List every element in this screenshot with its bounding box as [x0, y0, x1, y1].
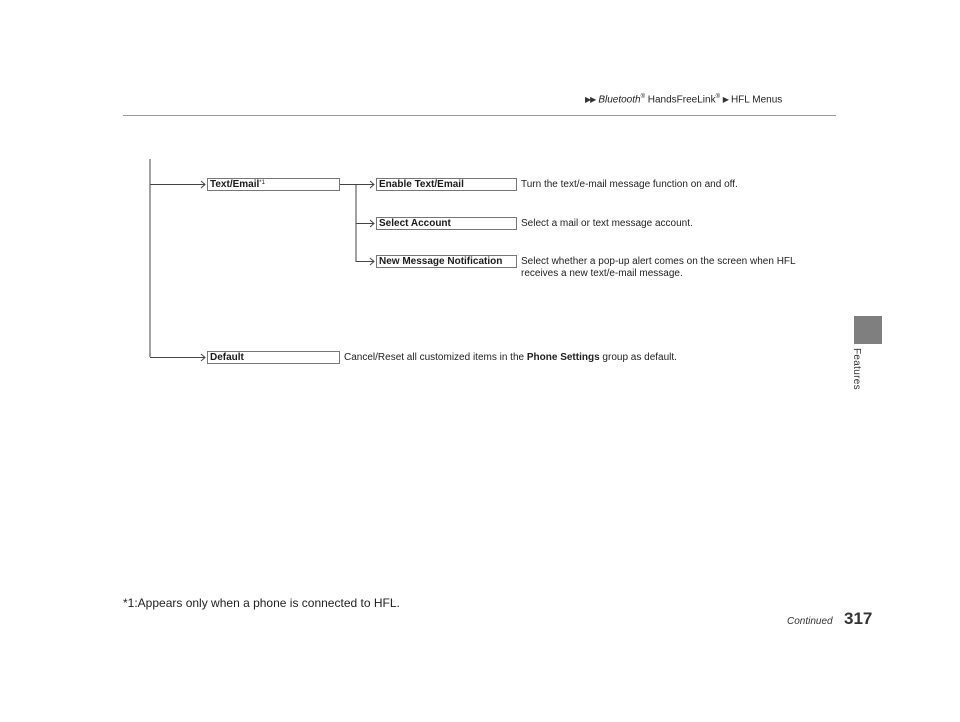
- new-message-notification-description: [521, 256, 796, 280]
- description-line: Select whether a pop-up alert comes on the screen when HFL: [521, 256, 796, 267]
- double-arrow-icon: ▶▶: [585, 95, 596, 105]
- footnote-mark: *1: [259, 180, 265, 186]
- breadcrumb-hfl-menus: HFL Menus: [730, 94, 783, 106]
- section-label: Features: [851, 348, 862, 390]
- phone-settings-term: Phone Settings: [526, 352, 600, 363]
- breadcrumb-handsfreelink: HandsFreeLink: [645, 94, 716, 106]
- enable-text-email-description: Turn the text/e-mail message function on and off.: [521, 179, 738, 190]
- default-description: [344, 352, 677, 364]
- breadcrumb-bluetooth: Bluetooth: [598, 94, 641, 106]
- registered-mark: ®: [640, 94, 645, 100]
- menu-item-default: [207, 351, 340, 364]
- menu-item-label: Enable Text/Email: [379, 179, 464, 190]
- description-text: group as default.: [599, 352, 677, 363]
- arrow-icon: ▶: [722, 95, 728, 105]
- menu-item-text-email: [207, 178, 340, 191]
- menu-item-new-message-notification: [376, 255, 517, 268]
- registered-mark: ®: [715, 94, 721, 100]
- description-line: receives a new text/e-mail message.: [521, 268, 683, 279]
- menu-item-label: Select Account: [379, 218, 451, 229]
- description-text: Cancel/Reset all customized items in the: [344, 352, 527, 363]
- continued-label: Continued: [787, 616, 833, 627]
- footnote: *1:Appears only when a phone is connected to HFL.: [123, 596, 400, 610]
- menu-item-label: New Message Notification: [379, 256, 503, 267]
- menu-item-select-account: [376, 217, 517, 230]
- menu-item-label: Default: [210, 352, 244, 363]
- menu-item-enable-text-email: [376, 178, 517, 191]
- page-number: 317: [844, 609, 873, 628]
- select-account-description: Select a mail or text message account.: [521, 218, 693, 229]
- menu-item-label: Text/Email: [210, 179, 260, 190]
